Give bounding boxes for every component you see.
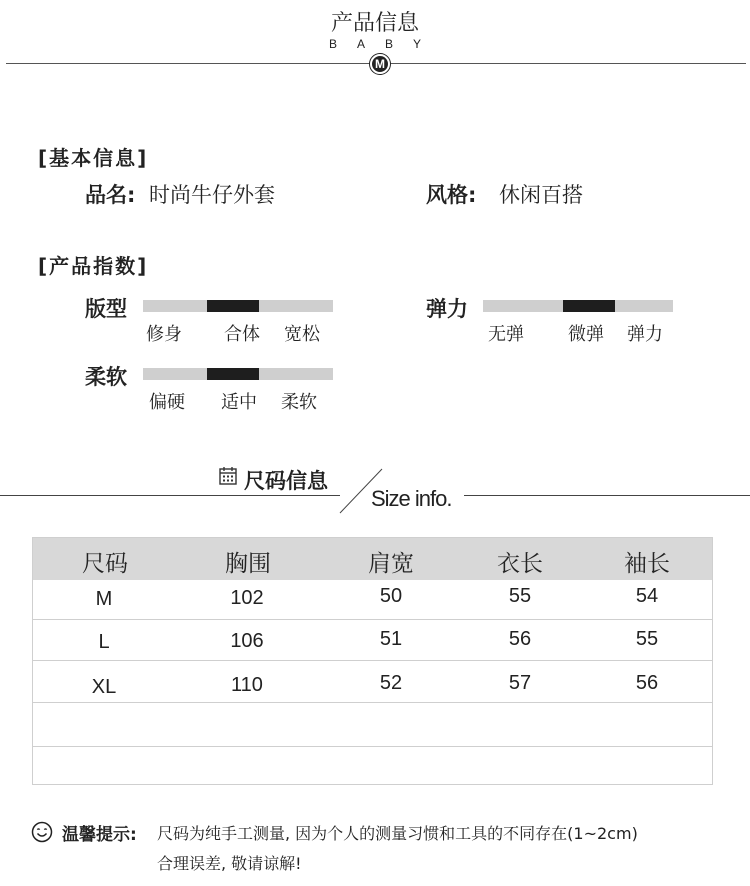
softness-tick-soft: 柔软 (281, 392, 317, 413)
fit-scale-bar (143, 300, 333, 312)
stretch-scale-indicator (563, 300, 615, 312)
fit-tick-loose: 宽松 (284, 324, 320, 345)
column-header: 衣长 (497, 551, 543, 577)
softness-scale-bar (143, 368, 333, 380)
table-cell: 102 (230, 587, 264, 609)
column-header: 尺码 (82, 551, 128, 577)
style-value: 休闲百搭 (499, 183, 583, 207)
column-header: 胸围 (225, 551, 271, 577)
table-cell: 56 (635, 672, 659, 694)
size-table (32, 537, 713, 785)
stretch-tick-none: 无弹 (488, 324, 524, 345)
stretch-tick-slight: 微弹 (568, 324, 604, 345)
table-cell: L (98, 631, 110, 653)
stretch-scale-label: 弹力 (426, 297, 468, 321)
tip-label: 温馨提示: (62, 825, 137, 845)
column-header: 肩宽 (368, 551, 414, 577)
page-subtitle: BABY (328, 37, 441, 51)
page-title: 产品信息 (330, 11, 419, 36)
product-index-heading: [产品指数] (38, 254, 149, 278)
table-cell: 54 (635, 585, 659, 607)
size-info-title: 尺码信息 (244, 469, 328, 493)
tip-text-line2: 合理误差, 敬请谅解! (157, 854, 302, 873)
table-cell: 110 (231, 674, 263, 696)
softness-scale-label: 柔软 (85, 365, 127, 389)
product-name-value: 时尚牛仔外套 (149, 183, 275, 207)
calendar-icon (219, 467, 237, 485)
fit-scale-indicator (207, 300, 259, 312)
fit-tick-slim: 修身 (146, 324, 182, 345)
row-divider (33, 702, 712, 703)
row-divider (33, 746, 712, 747)
fit-tick-regular: 合体 (224, 324, 260, 345)
basic-info-heading: [基本信息] (38, 146, 149, 170)
size-divider-right (464, 495, 750, 496)
smiley-icon (31, 821, 53, 843)
product-name-label: 品名: (85, 183, 136, 207)
table-cell: 51 (379, 628, 403, 650)
softness-scale-indicator (207, 368, 259, 380)
table-cell: 50 (379, 585, 403, 607)
table-cell: 55 (508, 585, 532, 607)
softness-tick-medium: 适中 (221, 392, 257, 413)
row-divider (33, 619, 712, 620)
tip-text-line1: 尺码为纯手工测量, 因为个人的测量习惯和工具的不同存在(1~2cm) (157, 824, 638, 843)
table-cell: XL (91, 676, 117, 698)
style-label: 风格: (426, 183, 477, 207)
table-cell: M (95, 588, 113, 610)
size-table-header (33, 538, 712, 580)
fit-scale-label: 版型 (85, 297, 127, 321)
size-info-subtitle: Size info. (371, 486, 452, 511)
softness-tick-firm: 偏硬 (149, 392, 185, 413)
table-cell: 106 (230, 630, 264, 652)
stretch-scale-bar (483, 300, 673, 312)
row-divider (33, 660, 712, 661)
header-badge: M (370, 54, 390, 74)
table-cell: 52 (379, 672, 403, 694)
stretch-tick-stretchy: 弹力 (627, 324, 663, 345)
table-cell: 55 (635, 628, 659, 650)
table-cell: 56 (508, 628, 532, 650)
size-divider-left (0, 495, 340, 496)
table-cell: 57 (508, 672, 532, 694)
column-header: 袖长 (624, 551, 670, 577)
